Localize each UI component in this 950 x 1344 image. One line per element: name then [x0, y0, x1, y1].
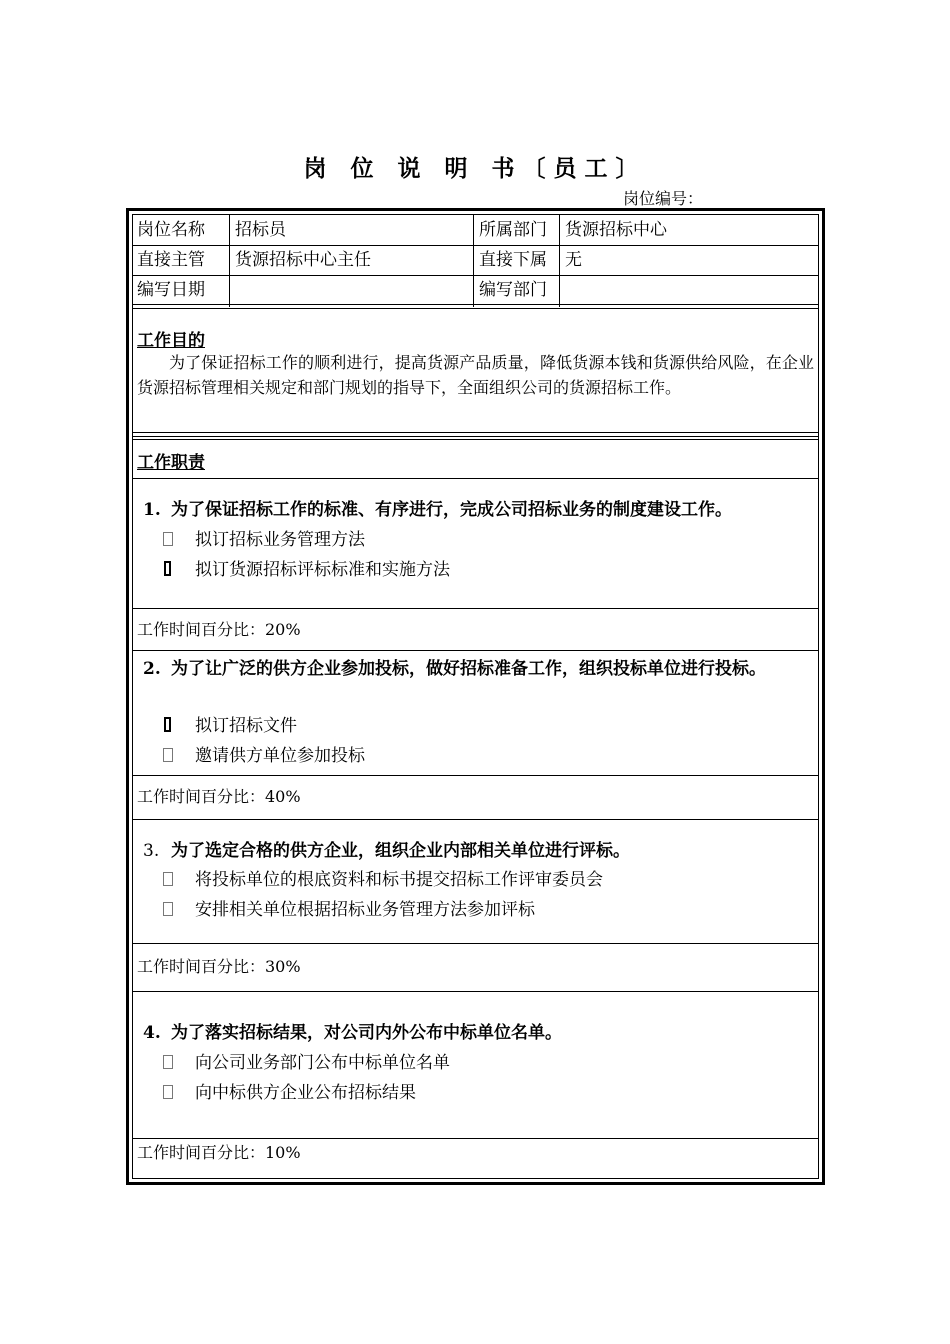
purpose-text: 为了保证招标工作的顺利进行，提高货源产品质量，降低货源本钱和货源供给风险，在企业货源招标管理相关规定和部门规划的指导下，全面组织公司的货源招标工作。 — [137, 353, 814, 397]
table-inner — [132, 214, 819, 1179]
duty-item — [163, 556, 450, 584]
position-name-value: 招标员 — [235, 220, 286, 240]
bullet-box-icon — [164, 561, 171, 576]
supervisor-value: 货源招标中心主任 — [235, 250, 371, 270]
double-divider — [133, 304, 818, 309]
bullet-box-icon — [163, 1055, 173, 1069]
duty-item — [163, 712, 297, 740]
duty-heading — [143, 655, 814, 683]
duty-item — [163, 526, 365, 554]
duty-item-text: 向公司业务部门公布中标单位名单 — [195, 1053, 450, 1073]
duty-number: 2. — [143, 659, 161, 679]
bullet-box-icon — [163, 748, 173, 762]
post-number-blank[interactable] — [707, 192, 807, 209]
bullet-box-icon — [163, 532, 173, 546]
page-title: 岗 位 说 明 书〔员工〕 — [303, 155, 647, 182]
grid-line — [133, 478, 818, 479]
duty-title: 为了保证招标工作的标准、有序进行，完成公司招标业务的制度建设工作。 — [171, 500, 732, 520]
subordinate-value: 无 — [565, 250, 582, 270]
grid-line — [133, 439, 818, 440]
duty-title: 为了让广泛的供方企业参加投标，做好招标准备工作，组织投标单位进行投标。 — [171, 659, 766, 679]
duties-title: 工作职责 — [137, 453, 205, 473]
grid-line — [133, 650, 818, 651]
duty-item-text: 安排相关单位根据招标业务管理方法参加评标 — [195, 900, 535, 920]
position-name-label: 岗位名称 — [137, 220, 205, 240]
supervisor-label: 直接主管 — [137, 250, 205, 270]
duty-heading — [143, 1019, 814, 1047]
double-divider — [133, 432, 818, 437]
grid-line — [133, 819, 818, 820]
duty-heading — [143, 496, 814, 524]
duty-item-text: 向中标供方企业公布招标结果 — [195, 1083, 416, 1103]
grid-line — [133, 608, 818, 609]
duty-item-text: 拟订招标业务管理方法 — [195, 530, 365, 550]
duty-number: 3. — [143, 841, 160, 861]
duty-title: 为了选定合格的供方企业，组织企业内部相关单位进行评标。 — [171, 841, 630, 861]
bullet-box-icon — [163, 872, 173, 886]
duty-number: 1. — [143, 500, 161, 520]
grid-line — [559, 215, 560, 307]
duty-item — [163, 896, 535, 924]
department-value: 货源招标中心 — [565, 220, 667, 240]
duty-number: 4. — [143, 1023, 161, 1043]
duty-item-text: 拟订货源招标评标标准和实施方法 — [195, 560, 450, 580]
time-percentage: 工作时间百分比：30% — [137, 957, 301, 976]
duty-item — [163, 742, 365, 770]
duty-item — [163, 1079, 416, 1107]
time-percentage: 工作时间百分比：40% — [137, 787, 301, 806]
duty-item-text: 将投标单位的根底资料和标书提交招标工作评审委员会 — [195, 870, 603, 890]
duty-item — [163, 866, 603, 894]
department-label: 所属部门 — [479, 220, 547, 240]
duty-item — [163, 1049, 450, 1077]
bullet-box-icon — [164, 717, 171, 732]
time-percentage: 工作时间百分比：10% — [137, 1143, 301, 1162]
subordinate-label: 直接下属 — [479, 250, 547, 270]
bullet-box-icon — [163, 1085, 173, 1099]
bullet-box-icon — [163, 902, 173, 916]
duty-heading — [143, 837, 814, 865]
post-number — [623, 186, 807, 209]
written-dept-label: 编写部门 — [479, 280, 547, 300]
grid-line — [229, 215, 230, 307]
time-percentage: 工作时间百分比：20% — [137, 620, 301, 639]
job-description-table — [126, 208, 825, 1185]
grid-line — [133, 775, 818, 776]
duty-title: 为了落实招标结果，对公司内外公布中标单位名单。 — [171, 1023, 562, 1043]
grid-line — [133, 991, 818, 992]
written-date-label: 编写日期 — [137, 280, 205, 300]
post-number-label: 岗位编号： — [622, 189, 703, 208]
grid-line — [133, 943, 818, 944]
grid-line — [473, 215, 474, 307]
purpose-title: 工作目的 — [137, 331, 205, 351]
duty-item-text: 邀请供方单位参加投标 — [195, 746, 365, 766]
duty-item-text: 拟订招标文件 — [195, 716, 297, 736]
